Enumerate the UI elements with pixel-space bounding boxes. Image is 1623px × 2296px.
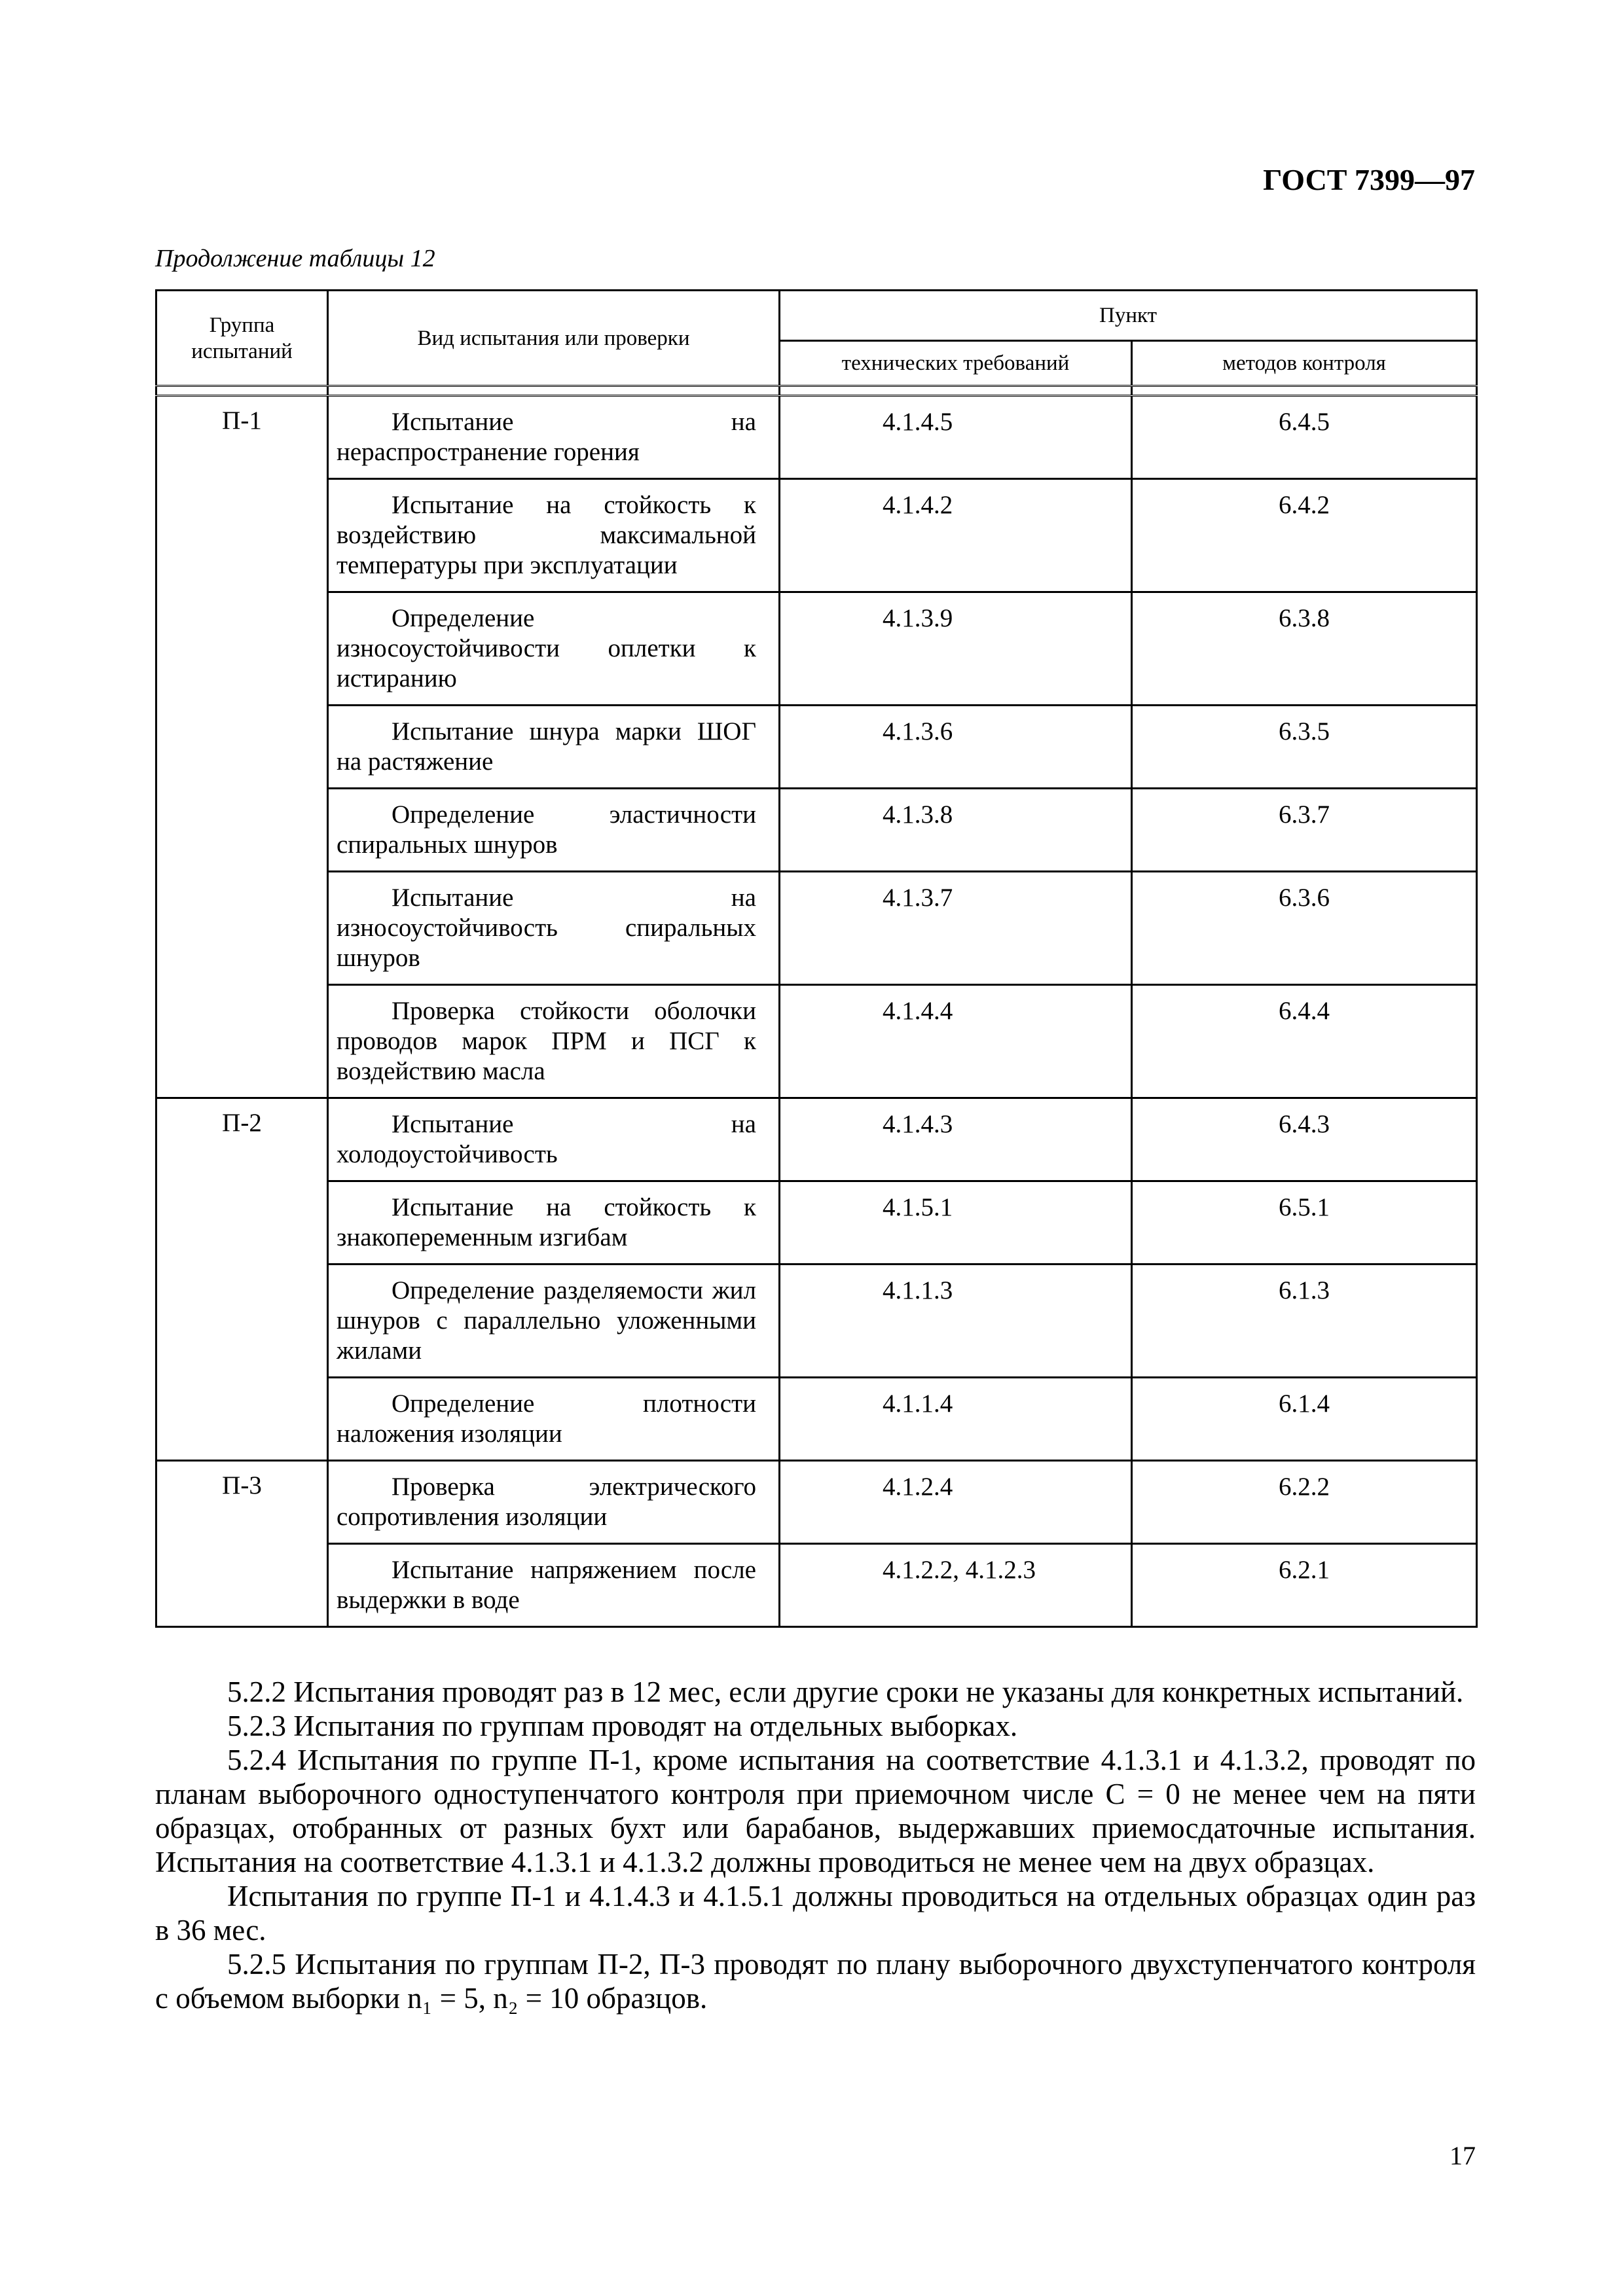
test-name-cell: Испытание напряжением после выдержки в воде [328,1544,780,1627]
tech-requirement-cell: 4.1.4.2 [780,479,1132,592]
paragraph-5-2-2: 5.2.2 Испытания проводят раз в 12 мес, если другие сроки не указаны для конкретных испытаний. [227,1676,1464,1708]
tech-requirement-cell: 4.1.3.9 [780,592,1132,706]
header-point: Пункт [780,291,1477,341]
test-name-cell: Проверка электрического сопротивления изоляции [328,1461,780,1544]
control-method-cell: 6.3.5 [1132,706,1477,789]
control-method-cell: 6.1.4 [1132,1378,1477,1461]
header-methods: методов контроля [1132,341,1477,386]
paragraph-5-2-3: 5.2.3 Испытания по группам проводят на отдельных выборках. [227,1710,1018,1742]
test-name-cell: Определение эластичности спиральных шнуров [328,789,780,872]
paragraph-5-2-5: 5.2.5 Испытания по группам П-2, П-3 проводят по плану выборочного двухступенчатого контроля с объемом выборки n₁ = 5, n₂ = 10 образцов. [155,1948,1476,2015]
control-method-cell: 6.1.3 [1132,1265,1477,1378]
test-name-cell: Определение разделяемости жил шнуров с параллельно уложенными жилами [328,1265,780,1378]
control-method-cell: 6.2.1 [1132,1544,1477,1627]
table-row [156,1544,1477,1627]
test-name-cell: Испытание на холодоустойчивость [328,1098,780,1181]
tech-requirement-cell: 4.1.1.3 [780,1265,1132,1378]
test-name-cell: Определение износоустойчивости оплетки к истиранию [328,592,780,706]
control-method-cell: 6.3.8 [1132,592,1477,706]
table-row [156,1098,1477,1181]
tech-requirement-cell: 4.1.4.4 [780,985,1132,1098]
table-row [156,479,1477,592]
test-name-cell: Испытание на стойкость к знакопеременным изгибам [328,1181,780,1265]
table-row [156,706,1477,789]
body-text [155,1675,1476,2015]
control-method-cell: 6.4.3 [1132,1098,1477,1181]
control-method-cell: 6.3.7 [1132,789,1477,872]
control-method-cell: 6.4.5 [1132,396,1477,479]
group-cell: П-2 [156,1098,328,1461]
test-name-cell: Определение плотности наложения изоляции [328,1378,780,1461]
test-name-cell: Испытание на износоустойчивость спиральных шнуров [328,872,780,985]
control-method-cell: 6.4.4 [1132,985,1477,1098]
control-method-cell: 6.2.2 [1132,1461,1477,1544]
tech-requirement-cell: 4.1.1.4 [780,1378,1132,1461]
table-row [156,1378,1477,1461]
page-number: 17 [1450,2141,1476,2170]
control-method-cell: 6.4.2 [1132,479,1477,592]
tech-requirement-cell: 4.1.3.8 [780,789,1132,872]
tech-requirement-cell: 4.1.4.5 [780,396,1132,479]
tech-requirement-cell: 4.1.2.4 [780,1461,1132,1544]
table-body [156,396,1477,1627]
table-row [156,872,1477,985]
header-group: Группа испытаний [156,291,328,386]
test-name-cell: Проверка стойкости оболочки проводов марок ПРМ и ПСГ к воздействию масла [328,985,780,1098]
tests-table [155,289,1478,1628]
table-row [156,1461,1477,1544]
table-row [156,1181,1477,1265]
test-name-cell: Испытание шнура марки ШОГ на растяжение [328,706,780,789]
table-row [156,592,1477,706]
table-caption: Продолжение таблицы 12 [155,245,435,272]
group-cell: П-1 [156,396,328,1098]
tech-requirement-cell: 4.1.2.2, 4.1.2.3 [780,1544,1132,1627]
test-name-cell: Испытание на стойкость к воздействию максимальной температуры при эксплуатации [328,479,780,592]
tech-requirement-cell: 4.1.4.3 [780,1098,1132,1181]
paragraph-5-2-4-cont: Испытания по группе П-1 и 4.1.4.3 и 4.1.5.1 должны проводиться на отдельных образцах один раз в 36 мес. [155,1880,1476,1946]
table-row [156,985,1477,1098]
header-test: Вид испытания или проверки [328,291,780,386]
table-row [156,1265,1477,1378]
standard-designation: ГОСТ 7399—97 [1263,163,1475,196]
group-cell: П-3 [156,1461,328,1627]
table-row [156,396,1477,479]
tech-requirement-cell: 4.1.5.1 [780,1181,1132,1265]
tech-requirement-cell: 4.1.3.7 [780,872,1132,985]
test-name-cell: Испытание на нераспространение горения [328,396,780,479]
paragraph-5-2-4: 5.2.4 Испытания по группе П-1, кроме испытания на соответствие 4.1.3.1 и 4.1.3.2, проводят по планам выборочного одноступенчатого контроля при приемочном числе C = 0 не менее чем на пяти образцах, отобранных от разных бухт или барабанов, выдержавших приемосдаточные испытания. Испытания на соответствие 4.1.3.1 и 4.1.3.2 должны проводиться не менее чем на двух образцах. [155,1744,1476,1878]
control-method-cell: 6.3.6 [1132,872,1477,985]
table-row [156,789,1477,872]
tech-requirement-cell: 4.1.3.6 [780,706,1132,789]
header-tech: технических требований [780,341,1132,386]
control-method-cell: 6.5.1 [1132,1181,1477,1265]
